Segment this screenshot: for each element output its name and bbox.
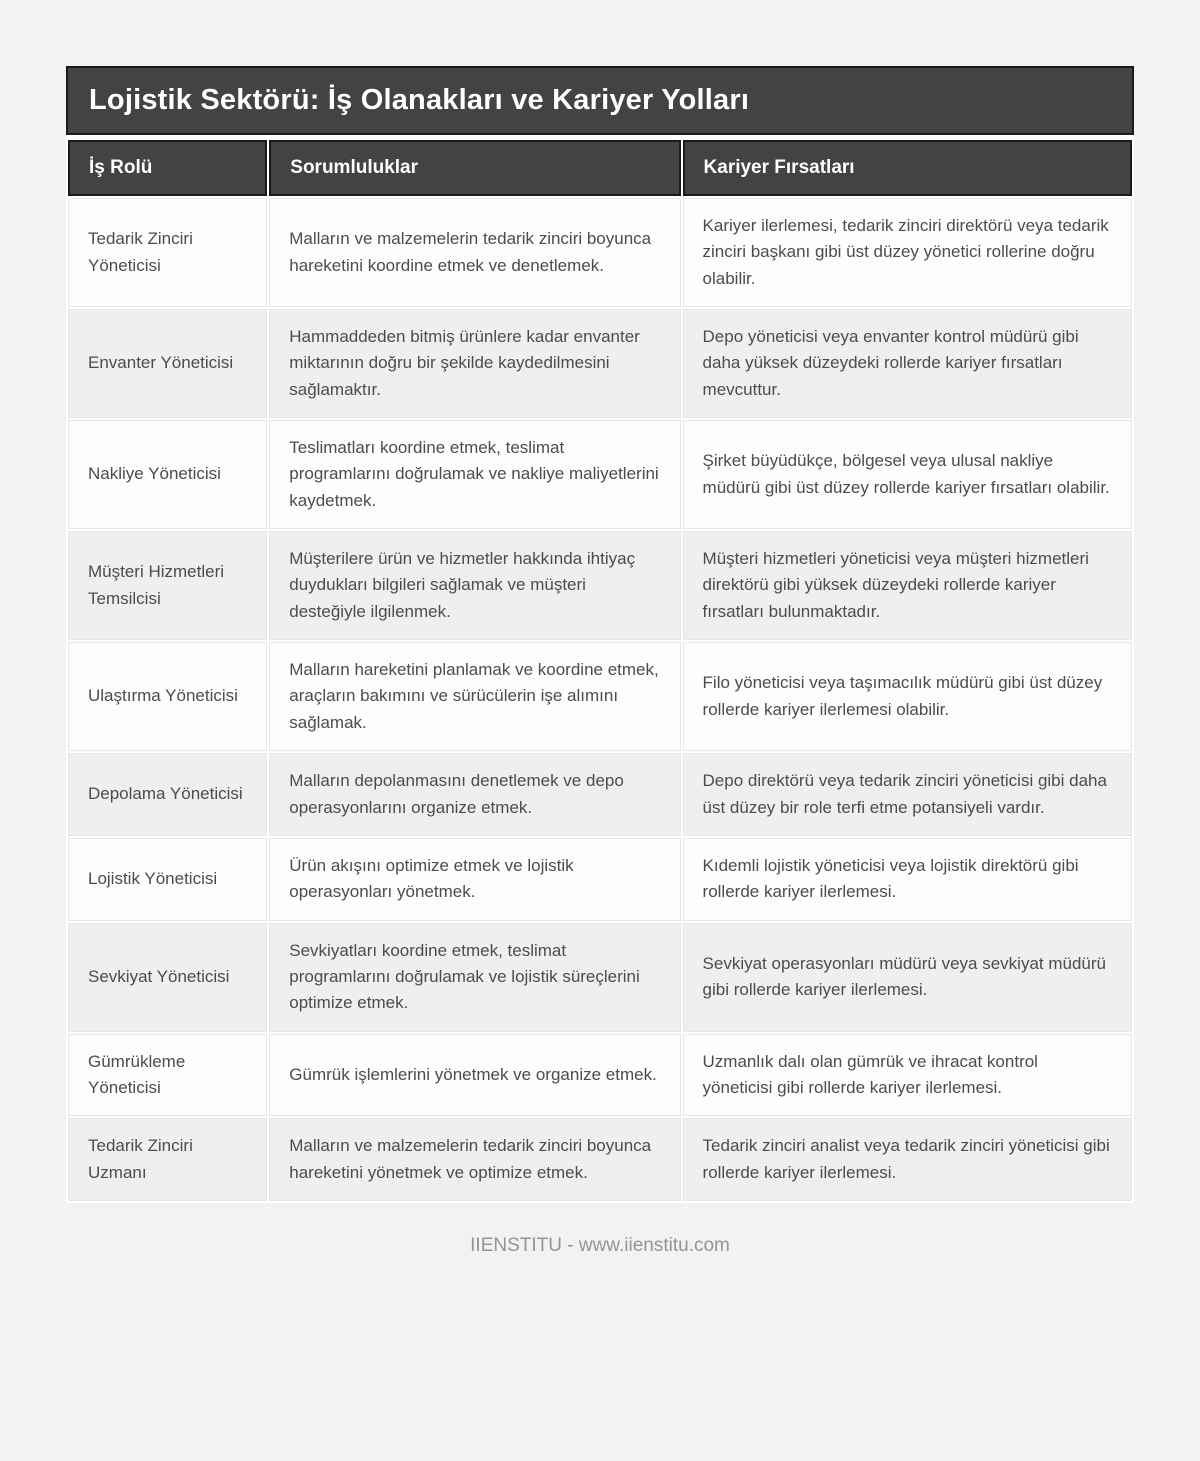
role-cell: Envanter Yöneticisi [68,309,267,418]
column-header-role: İş Rolü [68,140,267,196]
column-header-opportunities: Kariyer Fırsatları [683,140,1132,196]
role-cell: Gümrükleme Yöneticisi [68,1034,267,1117]
responsibilities-cell: Malların ve malzemelerin tedarik zinciri boyunca hareketini koordine etmek ve denetlemek. [269,198,680,307]
responsibilities-cell: Gümrük işlemlerini yönetmek ve organize etmek. [269,1034,680,1117]
table-row [68,753,1132,836]
role-cell: Tedarik Zinciri Yöneticisi [68,198,267,307]
opportunities-cell: Müşteri hizmetleri yöneticisi veya müşteri hizmetleri direktörü gibi yüksek düzeydeki rollerde kariyer fırsatları bulunmaktadır. [683,531,1132,640]
column-header-responsibilities: Sorumluluklar [269,140,680,196]
role-cell: Lojistik Yöneticisi [68,838,267,921]
responsibilities-cell: Müşterilere ürün ve hizmetler hakkında ihtiyaç duydukları bilgileri sağlamak ve müşteri desteğiyle ilgilenmek. [269,531,680,640]
responsibilities-cell: Malların hareketini planlamak ve koordine etmek, araçların bakımını ve sürücülerin işe alımını sağlamak. [269,642,680,751]
role-cell: Depolama Yöneticisi [68,753,267,836]
role-cell: Tedarik Zinciri Uzmanı [68,1118,267,1201]
table-row [68,531,1132,640]
responsibilities-cell: Malların depolanmasını denetlemek ve depo operasyonlarını organize etmek. [269,753,680,836]
role-cell: Müşteri Hizmetleri Temsilcisi [68,531,267,640]
opportunities-cell: Filo yöneticisi veya taşımacılık müdürü gibi üst düzey rollerde kariyer ilerlemesi olabilir. [683,642,1132,751]
responsibilities-cell: Teslimatları koordine etmek, teslimat programlarını doğrulamak ve nakliye maliyetlerini kaydetmek. [269,420,680,529]
role-cell: Ulaştırma Yöneticisi [68,642,267,751]
opportunities-cell: Depo yöneticisi veya envanter kontrol müdürü gibi daha yüksek düzeydeki rollerde kariyer fırsatları mevcuttur. [683,309,1132,418]
table-row [68,198,1132,307]
role-cell: Sevkiyat Yöneticisi [68,923,267,1032]
responsibilities-cell: Ürün akışını optimize etmek ve lojistik operasyonları yönetmek. [269,838,680,921]
page-title: Lojistik Sektörü: İş Olanakları ve Kariyer Yolları [66,66,1134,135]
opportunities-cell: Sevkiyat operasyonları müdürü veya sevkiyat müdürü gibi rollerde kariyer ilerlemesi. [683,923,1132,1032]
table-row [68,309,1132,418]
responsibilities-cell: Malların ve malzemelerin tedarik zinciri boyunca hareketini yönetmek ve optimize etmek. [269,1118,680,1201]
table-row [68,420,1132,529]
table-row [68,923,1132,1032]
career-table-card [66,66,1134,1203]
opportunities-cell: Tedarik zinciri analist veya tedarik zinciri yöneticisi gibi rollerde kariyer ilerlemesi. [683,1118,1132,1201]
responsibilities-cell: Sevkiyatları koordine etmek, teslimat programlarını doğrulamak ve lojistik süreçlerini optimize etmek. [269,923,680,1032]
table-row [68,838,1132,921]
opportunities-cell: Kıdemli lojistik yöneticisi veya lojistik direktörü gibi rollerde kariyer ilerlemesi. [683,838,1132,921]
header-row [68,140,1132,196]
responsibilities-cell: Hammaddeden bitmiş ürünlere kadar envanter miktarının doğru bir şekilde kaydedilmesini sağlamaktır. [269,309,680,418]
career-table [66,138,1134,1203]
opportunities-cell: Şirket büyüdükçe, bölgesel veya ulusal nakliye müdürü gibi üst düzey rollerde kariyer fırsatları olabilir. [683,420,1132,529]
footer-credit: IIENSTITU - www.iienstitu.com [470,1234,730,1256]
opportunities-cell: Uzmanlık dalı olan gümrük ve ihracat kontrol yöneticisi gibi rollerde kariyer ilerlemesi. [683,1034,1132,1117]
table-row [68,642,1132,751]
opportunities-cell: Kariyer ilerlemesi, tedarik zinciri direktörü veya tedarik zinciri başkanı gibi üst düzey yönetici rollerine doğru olabilir. [683,198,1132,307]
opportunities-cell: Depo direktörü veya tedarik zinciri yöneticisi gibi daha üst düzey bir role terfi etme potansiyeli vardır. [683,753,1132,836]
role-cell: Nakliye Yöneticisi [68,420,267,529]
table-row [68,1118,1132,1201]
table-row [68,1034,1132,1117]
